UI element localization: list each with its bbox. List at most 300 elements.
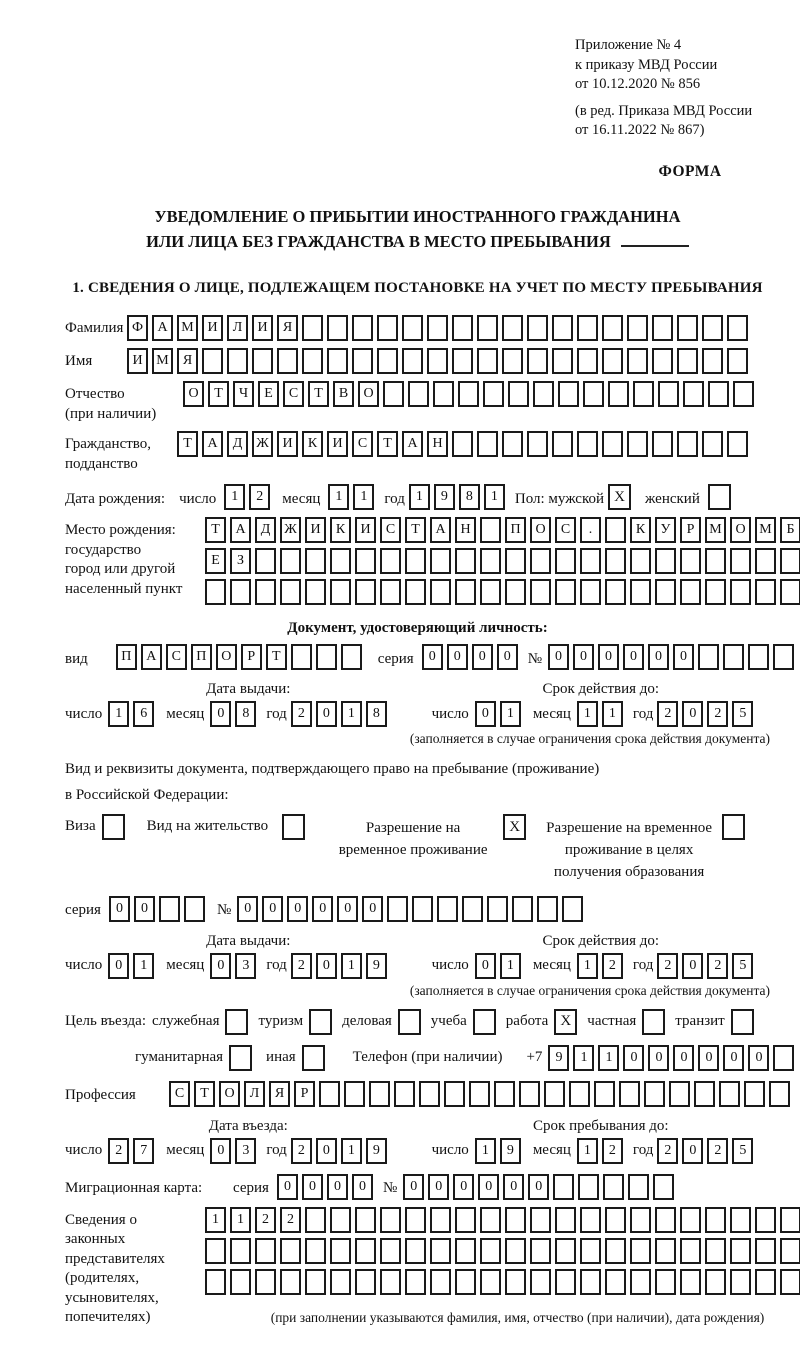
char-box[interactable] [577, 315, 598, 341]
char-box[interactable] [530, 1238, 551, 1264]
char-box[interactable]: 0 [682, 701, 703, 727]
char-box[interactable]: 0 [723, 1045, 744, 1071]
char-box[interactable] [723, 644, 744, 670]
purpose-transit-checkbox[interactable] [731, 1009, 754, 1035]
char-box[interactable]: 5 [732, 953, 753, 979]
char-box[interactable] [755, 1238, 776, 1264]
char-box[interactable] [230, 1238, 251, 1264]
char-box[interactable] [405, 1207, 426, 1233]
char-box[interactable] [352, 348, 373, 374]
char-box[interactable]: 0 [312, 896, 333, 922]
char-box[interactable] [655, 1207, 676, 1233]
char-box[interactable]: 1 [577, 953, 598, 979]
char-box[interactable] [512, 896, 533, 922]
char-box[interactable] [537, 896, 558, 922]
char-box[interactable]: 0 [623, 1045, 644, 1071]
char-box[interactable]: 5 [732, 1138, 753, 1164]
char-box[interactable]: Т [177, 431, 198, 457]
char-box[interactable]: 0 [337, 896, 358, 922]
char-box[interactable] [530, 1269, 551, 1295]
char-box[interactable] [480, 1238, 501, 1264]
char-box[interactable] [380, 1269, 401, 1295]
char-box[interactable] [316, 644, 337, 670]
char-box[interactable] [658, 381, 679, 407]
char-box[interactable] [630, 1269, 651, 1295]
char-box[interactable] [430, 579, 451, 605]
char-box[interactable] [627, 315, 648, 341]
char-box[interactable] [605, 1269, 626, 1295]
char-box[interactable] [727, 315, 748, 341]
char-box[interactable]: 1 [341, 701, 362, 727]
char-box[interactable] [480, 517, 501, 543]
char-box[interactable] [602, 348, 623, 374]
char-box[interactable]: 0 [302, 1174, 323, 1200]
char-box[interactable] [698, 644, 719, 670]
char-box[interactable] [230, 1269, 251, 1295]
char-box[interactable]: 0 [748, 1045, 769, 1071]
char-box[interactable]: И [252, 315, 273, 341]
char-box[interactable] [619, 1081, 640, 1107]
char-box[interactable] [544, 1081, 565, 1107]
char-box[interactable] [383, 381, 404, 407]
char-box[interactable] [408, 381, 429, 407]
char-box[interactable]: 1 [577, 1138, 598, 1164]
char-box[interactable] [552, 315, 573, 341]
char-box[interactable] [319, 1081, 340, 1107]
char-box[interactable] [419, 1081, 440, 1107]
char-box[interactable]: Н [427, 431, 448, 457]
char-box[interactable]: 0 [210, 701, 231, 727]
char-box[interactable] [505, 1207, 526, 1233]
char-box[interactable]: 5 [732, 701, 753, 727]
char-box[interactable] [394, 1081, 415, 1107]
char-box[interactable] [580, 548, 601, 574]
char-box[interactable] [602, 431, 623, 457]
char-box[interactable] [702, 348, 723, 374]
char-box[interactable]: 0 [316, 953, 337, 979]
char-box[interactable]: Я [269, 1081, 290, 1107]
char-box[interactable] [355, 1269, 376, 1295]
char-box[interactable] [455, 1238, 476, 1264]
char-box[interactable]: 0 [210, 953, 231, 979]
char-box[interactable] [344, 1081, 365, 1107]
char-box[interactable] [255, 548, 276, 574]
char-box[interactable] [387, 896, 408, 922]
char-box[interactable]: О [730, 517, 751, 543]
char-box[interactable] [327, 348, 348, 374]
char-box[interactable]: 6 [133, 701, 154, 727]
char-box[interactable] [702, 315, 723, 341]
char-box[interactable]: 2 [280, 1207, 301, 1233]
char-box[interactable]: 0 [109, 896, 130, 922]
char-box[interactable] [705, 1207, 726, 1233]
char-box[interactable]: 0 [316, 1138, 337, 1164]
char-box[interactable] [773, 1045, 794, 1071]
char-box[interactable] [480, 1207, 501, 1233]
char-box[interactable] [477, 431, 498, 457]
char-box[interactable] [469, 1081, 490, 1107]
char-box[interactable] [302, 348, 323, 374]
char-box[interactable] [502, 348, 523, 374]
char-box[interactable] [184, 896, 205, 922]
char-box[interactable]: 1 [353, 484, 374, 510]
char-box[interactable]: 9 [366, 953, 387, 979]
char-box[interactable]: 3 [235, 1138, 256, 1164]
char-box[interactable] [677, 431, 698, 457]
char-box[interactable] [377, 348, 398, 374]
char-box[interactable] [730, 1269, 751, 1295]
char-box[interactable] [483, 381, 504, 407]
sex-female-checkbox[interactable] [708, 484, 731, 510]
char-box[interactable] [558, 381, 579, 407]
char-box[interactable] [430, 1269, 451, 1295]
char-box[interactable] [230, 579, 251, 605]
char-box[interactable] [430, 1238, 451, 1264]
char-box[interactable]: Р [680, 517, 701, 543]
char-box[interactable]: Д [227, 431, 248, 457]
char-box[interactable] [727, 348, 748, 374]
char-box[interactable]: И [355, 517, 376, 543]
char-box[interactable]: 2 [707, 701, 728, 727]
purpose-study-checkbox[interactable] [473, 1009, 496, 1035]
char-box[interactable] [553, 1174, 574, 1200]
char-box[interactable] [730, 1238, 751, 1264]
char-box[interactable] [655, 1238, 676, 1264]
char-box[interactable]: П [116, 644, 137, 670]
char-box[interactable]: И [202, 315, 223, 341]
char-box[interactable] [505, 1269, 526, 1295]
char-box[interactable] [355, 1207, 376, 1233]
char-box[interactable] [633, 381, 654, 407]
char-box[interactable] [452, 431, 473, 457]
char-box[interactable] [630, 548, 651, 574]
char-box[interactable]: А [230, 517, 251, 543]
char-box[interactable] [480, 548, 501, 574]
char-box[interactable] [727, 431, 748, 457]
char-box[interactable]: А [202, 431, 223, 457]
char-box[interactable] [680, 1238, 701, 1264]
char-box[interactable]: 0 [362, 896, 383, 922]
char-box[interactable]: Я [277, 315, 298, 341]
char-box[interactable] [569, 1081, 590, 1107]
char-box[interactable]: А [141, 644, 162, 670]
char-box[interactable]: 0 [210, 1138, 231, 1164]
char-box[interactable] [780, 1238, 800, 1264]
char-box[interactable]: 1 [328, 484, 349, 510]
sex-male-checkbox[interactable]: X [608, 484, 631, 510]
char-box[interactable] [305, 548, 326, 574]
char-box[interactable]: 2 [291, 953, 312, 979]
char-box[interactable]: 0 [623, 644, 644, 670]
char-box[interactable] [594, 1081, 615, 1107]
char-box[interactable] [494, 1081, 515, 1107]
char-box[interactable]: К [630, 517, 651, 543]
char-box[interactable] [280, 548, 301, 574]
char-box[interactable] [755, 579, 776, 605]
char-box[interactable] [680, 1269, 701, 1295]
char-box[interactable]: 2 [108, 1138, 129, 1164]
char-box[interactable]: 1 [108, 701, 129, 727]
char-box[interactable]: 0 [327, 1174, 348, 1200]
char-box[interactable] [455, 548, 476, 574]
char-box[interactable]: 1 [230, 1207, 251, 1233]
char-box[interactable] [605, 517, 626, 543]
char-box[interactable] [455, 579, 476, 605]
char-box[interactable] [755, 1207, 776, 1233]
char-box[interactable]: Ч [233, 381, 254, 407]
char-box[interactable]: С [169, 1081, 190, 1107]
char-box[interactable] [527, 431, 548, 457]
char-box[interactable] [527, 348, 548, 374]
char-box[interactable] [455, 1207, 476, 1233]
char-box[interactable] [580, 1238, 601, 1264]
char-box[interactable] [255, 579, 276, 605]
char-box[interactable]: 1 [484, 484, 505, 510]
char-box[interactable] [605, 1207, 626, 1233]
char-box[interactable] [602, 315, 623, 341]
char-box[interactable]: Т [205, 517, 226, 543]
char-box[interactable] [680, 579, 701, 605]
char-box[interactable] [369, 1081, 390, 1107]
char-box[interactable] [555, 1207, 576, 1233]
char-box[interactable]: С [555, 517, 576, 543]
char-box[interactable] [555, 1238, 576, 1264]
char-box[interactable] [280, 1269, 301, 1295]
char-box[interactable]: И [327, 431, 348, 457]
char-box[interactable]: Т [377, 431, 398, 457]
char-box[interactable] [205, 1269, 226, 1295]
char-box[interactable]: 0 [108, 953, 129, 979]
char-box[interactable]: 1 [224, 484, 245, 510]
char-box[interactable] [202, 348, 223, 374]
char-box[interactable]: Т [194, 1081, 215, 1107]
char-box[interactable] [755, 548, 776, 574]
char-box[interactable] [159, 896, 180, 922]
char-box[interactable]: 0 [352, 1174, 373, 1200]
char-box[interactable]: 0 [673, 1045, 694, 1071]
char-box[interactable] [205, 1238, 226, 1264]
char-box[interactable] [480, 1269, 501, 1295]
char-box[interactable] [669, 1081, 690, 1107]
char-box[interactable] [380, 1238, 401, 1264]
char-box[interactable] [627, 431, 648, 457]
char-box[interactable]: Т [266, 644, 287, 670]
purpose-official-checkbox[interactable] [225, 1009, 248, 1035]
char-box[interactable] [427, 348, 448, 374]
char-box[interactable] [430, 548, 451, 574]
char-box[interactable] [433, 381, 454, 407]
char-box[interactable]: С [166, 644, 187, 670]
char-box[interactable] [487, 896, 508, 922]
char-box[interactable]: 0 [237, 896, 258, 922]
char-box[interactable] [655, 1269, 676, 1295]
char-box[interactable]: 0 [682, 1138, 703, 1164]
char-box[interactable]: 1 [500, 701, 521, 727]
char-box[interactable] [583, 381, 604, 407]
purpose-humanitarian-checkbox[interactable] [229, 1045, 252, 1071]
char-box[interactable] [605, 548, 626, 574]
char-box[interactable] [580, 1269, 601, 1295]
char-box[interactable] [603, 1174, 624, 1200]
char-box[interactable] [412, 896, 433, 922]
char-box[interactable] [530, 579, 551, 605]
char-box[interactable] [280, 579, 301, 605]
char-box[interactable] [405, 1238, 426, 1264]
char-box[interactable]: 1 [205, 1207, 226, 1233]
char-box[interactable] [402, 315, 423, 341]
char-box[interactable]: 1 [341, 1138, 362, 1164]
char-box[interactable] [655, 548, 676, 574]
char-box[interactable]: 0 [648, 1045, 669, 1071]
char-box[interactable]: Ф [127, 315, 148, 341]
char-box[interactable] [444, 1081, 465, 1107]
visa-checkbox[interactable] [102, 814, 125, 840]
char-box[interactable] [519, 1081, 540, 1107]
char-box[interactable]: Ж [252, 431, 273, 457]
char-box[interactable] [780, 548, 800, 574]
char-box[interactable]: 0 [497, 644, 518, 670]
char-box[interactable] [769, 1081, 790, 1107]
char-box[interactable] [505, 548, 526, 574]
char-box[interactable] [452, 315, 473, 341]
char-box[interactable] [355, 548, 376, 574]
char-box[interactable] [705, 579, 726, 605]
char-box[interactable]: О [358, 381, 379, 407]
char-box[interactable]: М [705, 517, 726, 543]
char-box[interactable] [277, 348, 298, 374]
char-box[interactable] [680, 548, 701, 574]
char-box[interactable]: 2 [602, 1138, 623, 1164]
char-box[interactable]: 9 [434, 484, 455, 510]
char-box[interactable]: 0 [277, 1174, 298, 1200]
char-box[interactable]: И [277, 431, 298, 457]
char-box[interactable] [437, 896, 458, 922]
char-box[interactable] [505, 1238, 526, 1264]
char-box[interactable] [780, 579, 800, 605]
char-box[interactable] [705, 1238, 726, 1264]
char-box[interactable]: С [283, 381, 304, 407]
purpose-work-checkbox[interactable]: X [554, 1009, 577, 1035]
char-box[interactable] [719, 1081, 740, 1107]
char-box[interactable] [630, 579, 651, 605]
char-box[interactable]: О [530, 517, 551, 543]
char-box[interactable] [705, 548, 726, 574]
char-box[interactable] [653, 1174, 674, 1200]
char-box[interactable] [452, 348, 473, 374]
char-box[interactable] [655, 579, 676, 605]
char-box[interactable] [748, 644, 769, 670]
char-box[interactable] [608, 381, 629, 407]
char-box[interactable]: 2 [249, 484, 270, 510]
char-box[interactable] [708, 381, 729, 407]
char-box[interactable]: Б [780, 517, 800, 543]
char-box[interactable]: М [755, 517, 776, 543]
char-box[interactable]: 0 [453, 1174, 474, 1200]
char-box[interactable]: 0 [648, 644, 669, 670]
char-box[interactable] [477, 348, 498, 374]
char-box[interactable] [730, 579, 751, 605]
char-box[interactable] [305, 1207, 326, 1233]
char-box[interactable] [255, 1238, 276, 1264]
char-box[interactable]: 8 [459, 484, 480, 510]
char-box[interactable] [341, 644, 362, 670]
char-box[interactable] [555, 579, 576, 605]
purpose-tourism-checkbox[interactable] [309, 1009, 332, 1035]
char-box[interactable] [508, 381, 529, 407]
char-box[interactable] [405, 548, 426, 574]
char-box[interactable]: 0 [262, 896, 283, 922]
char-box[interactable] [458, 381, 479, 407]
char-box[interactable]: 0 [573, 644, 594, 670]
char-box[interactable] [405, 579, 426, 605]
char-box[interactable] [291, 644, 312, 670]
char-box[interactable] [730, 1207, 751, 1233]
char-box[interactable]: 8 [366, 701, 387, 727]
char-box[interactable] [652, 431, 673, 457]
char-box[interactable]: Л [227, 315, 248, 341]
char-box[interactable]: 7 [133, 1138, 154, 1164]
char-box[interactable] [205, 579, 226, 605]
temp-residence-education-checkbox[interactable] [722, 814, 745, 840]
char-box[interactable] [405, 1269, 426, 1295]
char-box[interactable] [352, 315, 373, 341]
char-box[interactable] [480, 579, 501, 605]
char-box[interactable]: 2 [657, 1138, 678, 1164]
char-box[interactable]: 0 [698, 1045, 719, 1071]
char-box[interactable]: А [430, 517, 451, 543]
char-box[interactable]: 1 [500, 953, 521, 979]
char-box[interactable] [605, 1238, 626, 1264]
char-box[interactable]: Л [244, 1081, 265, 1107]
char-box[interactable] [680, 1207, 701, 1233]
char-box[interactable] [652, 348, 673, 374]
char-box[interactable] [780, 1269, 800, 1295]
char-box[interactable]: 2 [657, 701, 678, 727]
char-box[interactable]: А [152, 315, 173, 341]
char-box[interactable] [533, 381, 554, 407]
char-box[interactable] [462, 896, 483, 922]
char-box[interactable]: 2 [602, 953, 623, 979]
char-box[interactable]: 0 [316, 701, 337, 727]
char-box[interactable] [502, 315, 523, 341]
char-box[interactable] [402, 348, 423, 374]
char-box[interactable]: 0 [475, 953, 496, 979]
char-box[interactable]: Д [255, 517, 276, 543]
char-box[interactable]: О [183, 381, 204, 407]
char-box[interactable] [305, 1238, 326, 1264]
char-box[interactable] [227, 348, 248, 374]
char-box[interactable] [578, 1174, 599, 1200]
char-box[interactable]: 0 [428, 1174, 449, 1200]
char-box[interactable] [555, 548, 576, 574]
char-box[interactable]: И [305, 517, 326, 543]
char-box[interactable] [580, 579, 601, 605]
char-box[interactable]: 9 [500, 1138, 521, 1164]
char-box[interactable] [477, 315, 498, 341]
char-box[interactable] [355, 1238, 376, 1264]
char-box[interactable] [744, 1081, 765, 1107]
char-box[interactable]: М [177, 315, 198, 341]
char-box[interactable] [455, 1269, 476, 1295]
char-box[interactable]: Е [205, 548, 226, 574]
char-box[interactable] [380, 1207, 401, 1233]
char-box[interactable] [380, 548, 401, 574]
char-box[interactable] [380, 579, 401, 605]
purpose-other-checkbox[interactable] [302, 1045, 325, 1071]
char-box[interactable] [552, 431, 573, 457]
char-box[interactable] [773, 644, 794, 670]
char-box[interactable] [605, 579, 626, 605]
